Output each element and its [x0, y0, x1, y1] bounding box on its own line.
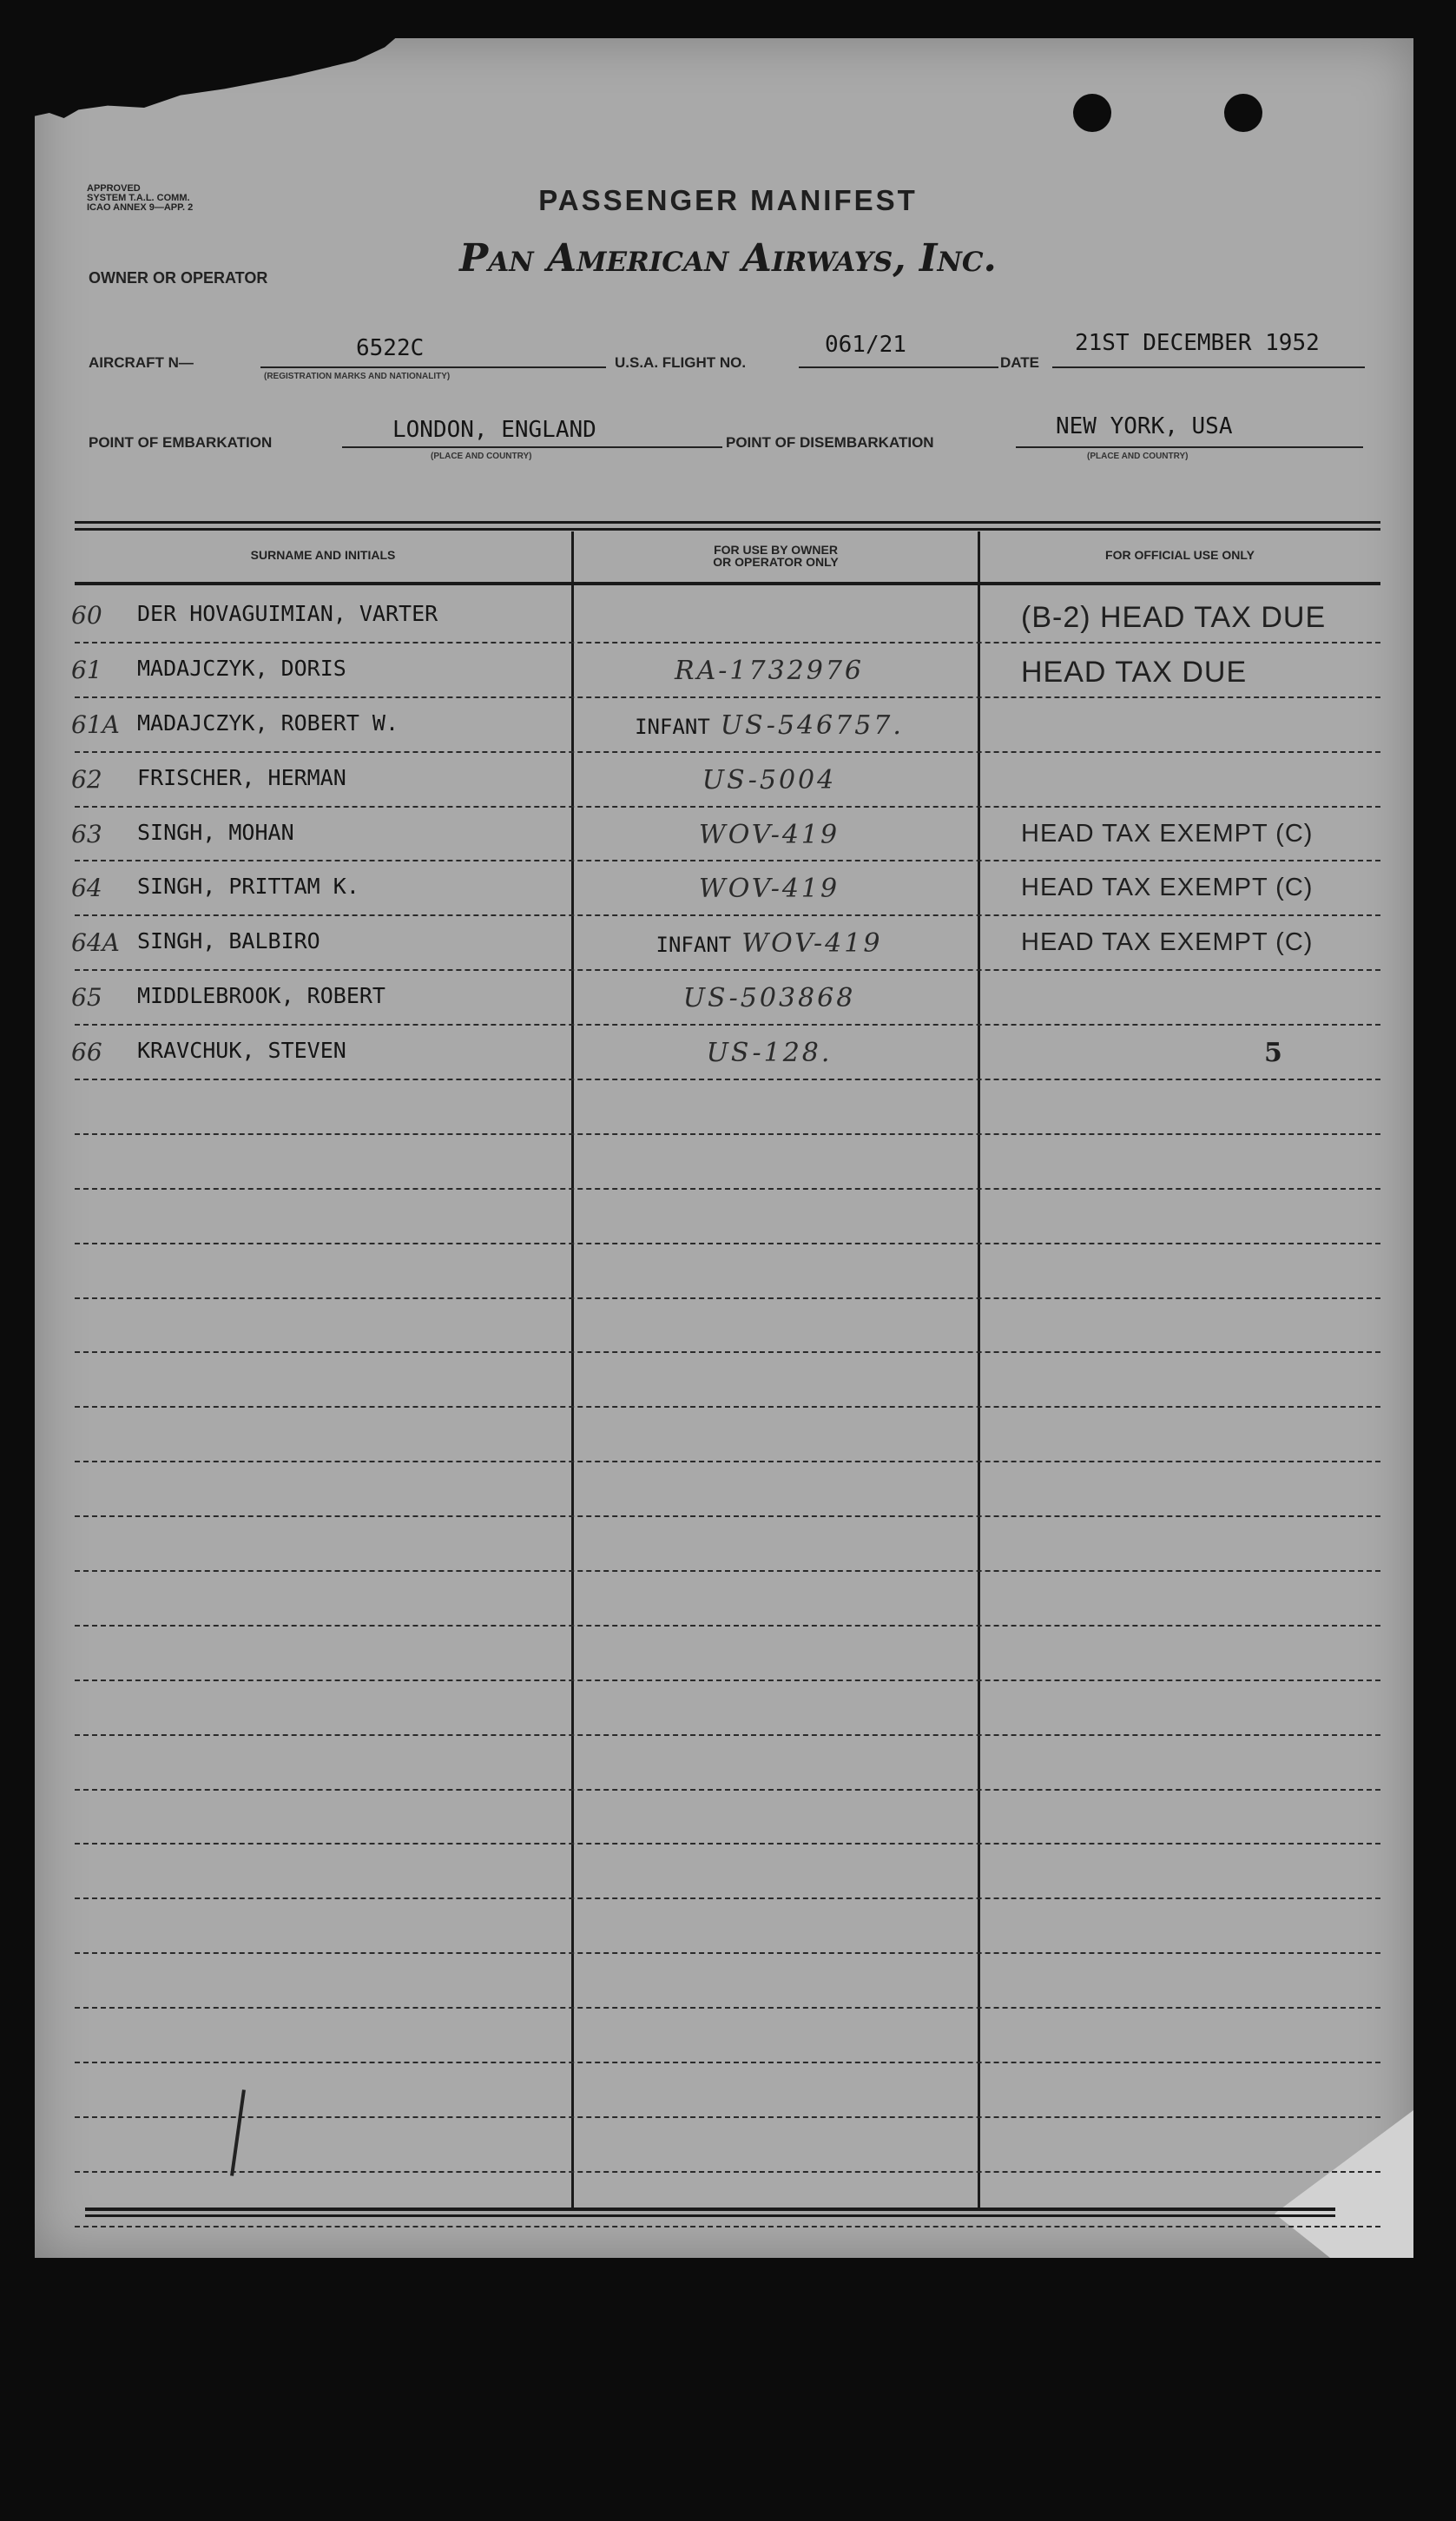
aircraft-underline — [260, 366, 606, 368]
table-row — [75, 1135, 1380, 1190]
table-row — [75, 1736, 1380, 1791]
table-row — [75, 1190, 1380, 1244]
embarkation-value: LONDON, ENGLAND — [392, 417, 596, 443]
col-header-owner-line: FOR USE BY OWNER — [714, 543, 838, 557]
passenger-name: MADAJCZYK, DORIS — [137, 655, 346, 681]
table-row — [75, 1954, 1380, 2009]
passenger-name: MADAJCZYK, ROBERT W. — [137, 709, 399, 736]
document-number: RA-1732976 — [675, 655, 864, 686]
owner-note — [578, 1038, 960, 1068]
passenger-number: 61A — [71, 709, 120, 739]
owner-note — [578, 928, 960, 959]
table-row — [71, 753, 1380, 808]
passenger-name: FRISCHER, HERMAN — [137, 764, 346, 790]
date-label: DATE — [1000, 354, 1040, 371]
header-rule — [574, 582, 978, 585]
passenger-name: SINGH, MOHAN — [137, 819, 294, 845]
document-number: US-546757. — [720, 709, 904, 741]
document-number: WOV-419 — [698, 874, 840, 905]
passenger-tally: 5 — [1264, 1038, 1283, 1069]
passenger-name: MIDDLEBROOK, ROBERT — [137, 983, 385, 1009]
infant-label: INFANT — [656, 933, 732, 958]
table-row — [75, 1845, 1380, 1899]
date-underline — [1052, 366, 1365, 368]
owner-note — [578, 874, 960, 904]
owner-note — [578, 983, 960, 1013]
passenger-name: KRAVCHUK, STEVEN — [137, 1038, 346, 1064]
punch-hole — [1224, 94, 1262, 132]
company-name: Pan American Airways, Inc. — [459, 236, 997, 280]
passenger-number: 60 — [71, 601, 102, 630]
disembarkation-underline — [1016, 446, 1363, 448]
table-row — [75, 1408, 1380, 1462]
date-value: 21ST DECEMBER 1952 — [1075, 330, 1320, 356]
official-note: HEAD TAX EXEMPT (C) — [1021, 874, 1314, 902]
header-rule — [75, 582, 571, 585]
table-bottom-rule — [85, 2214, 1335, 2217]
table-row — [75, 2063, 1380, 2118]
passenger-name: SINGH, BALBIRO — [137, 928, 320, 954]
embarkation-caption: (PLACE AND COUNTRY) — [431, 452, 532, 461]
approval-line: ICAO ANNEX 9—APP. 2 — [87, 202, 194, 213]
passenger-number: 62 — [71, 764, 102, 794]
infant-label: INFANT — [635, 714, 710, 739]
table-row — [75, 1899, 1380, 1954]
table-row — [71, 808, 1380, 862]
passenger-name: SINGH, PRITTAM K. — [137, 874, 359, 900]
disembarkation-value: NEW YORK, USA — [1056, 413, 1233, 439]
aircraft-label: AIRCRAFT N— — [89, 354, 194, 371]
owner-note — [578, 820, 960, 850]
passenger-number: 66 — [71, 1038, 102, 1067]
table-row — [75, 1244, 1380, 1299]
document-number: WOV-419 — [698, 819, 840, 850]
table-row — [71, 698, 1380, 753]
passenger-number: 64 — [71, 874, 102, 903]
form-title: PASSENGER MANIFEST — [538, 184, 918, 216]
flight-underline — [799, 366, 998, 368]
table-row — [75, 1627, 1380, 1681]
embarkation-underline — [342, 446, 722, 448]
passenger-number: 63 — [71, 819, 102, 848]
table-row — [75, 1462, 1380, 1517]
document-number: US-5004 — [702, 764, 837, 795]
table-row — [71, 643, 1380, 698]
embarkation-label: POINT OF EMBARKATION — [89, 434, 273, 451]
disembarkation-caption: (PLACE AND COUNTRY) — [1087, 452, 1189, 461]
col-header-surname: SURNAME AND INITIALS — [250, 548, 396, 562]
col-header-owner-line: OR OPERATOR ONLY — [713, 555, 839, 569]
disembarkation-label: POINT OF DISEMBARKATION — [726, 434, 934, 451]
table-row — [71, 971, 1380, 1026]
table-row — [75, 1681, 1380, 1736]
punch-hole — [1073, 94, 1111, 132]
passenger-name: DER HOVAGUIMIAN, VARTER — [137, 601, 438, 626]
table-row — [71, 589, 1380, 643]
official-note: HEAD TAX EXEMPT (C) — [1021, 819, 1314, 848]
table-row — [75, 2173, 1380, 2227]
table-row — [75, 1299, 1380, 1354]
registration-caption: (REGISTRATION MARKS AND NATIONALITY) — [264, 372, 451, 381]
flight-value: 061/21 — [825, 332, 906, 358]
table-row — [75, 1572, 1380, 1627]
passenger-table — [71, 521, 1380, 2218]
owner-note — [578, 656, 960, 686]
table-row — [75, 2118, 1380, 2173]
approval-line: SYSTEM T.A.L. COMM. — [87, 193, 190, 203]
col-header-owner — [574, 544, 978, 568]
official-note: HEAD TAX DUE — [1021, 655, 1248, 689]
table-body — [71, 589, 1380, 2227]
approval-line: APPROVED — [87, 183, 141, 194]
table-top-rule — [75, 528, 1380, 531]
owner-operator-label: OWNER OR OPERATOR — [89, 269, 268, 287]
table-row — [71, 861, 1380, 916]
table-row — [71, 1026, 1380, 1080]
table-bottom-rule — [85, 2208, 1335, 2211]
document-number: WOV-419 — [741, 928, 883, 960]
passenger-number: 65 — [71, 983, 102, 1013]
table-top-rule — [75, 521, 1380, 524]
document-number: US-503868 — [682, 983, 856, 1014]
passenger-number: 64A — [71, 928, 120, 958]
table-row — [75, 1353, 1380, 1408]
table-row — [75, 1080, 1380, 1135]
aircraft-value: 6522C — [356, 335, 425, 361]
table-row — [71, 916, 1380, 971]
owner-note — [578, 765, 960, 795]
table-row — [75, 2009, 1380, 2063]
col-header-official: FOR OFFICIAL USE ONLY — [1105, 548, 1255, 562]
document-number: US-128. — [706, 1038, 833, 1069]
table-row — [75, 1791, 1380, 1845]
official-note: (B-2) HEAD TAX DUE — [1021, 601, 1327, 634]
header-rule — [980, 582, 1380, 585]
owner-note — [578, 710, 960, 741]
flight-label: U.S.A. FLIGHT NO. — [615, 354, 747, 371]
table-row — [75, 1517, 1380, 1572]
passenger-number: 61 — [71, 655, 102, 684]
official-note: HEAD TAX EXEMPT (C) — [1021, 928, 1314, 957]
